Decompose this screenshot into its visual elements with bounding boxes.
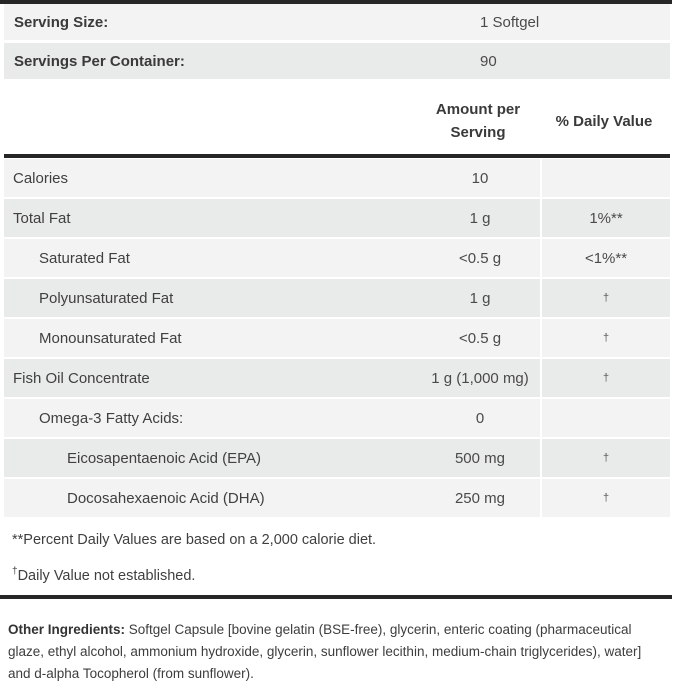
row-amount: 1 g	[375, 279, 540, 317]
row-name: Calories	[4, 159, 375, 197]
daily-value-header: % Daily Value	[555, 113, 653, 130]
servings-per-container-value: 90	[480, 52, 497, 70]
row-daily-value: 1%**	[542, 199, 670, 237]
row-name: Docosahexaenoic Acid (DHA)	[4, 479, 375, 517]
row-amount: 0	[375, 399, 540, 437]
row-amount: 500 mg	[375, 439, 540, 477]
row-daily-value: †	[542, 279, 670, 317]
table-row-dha	[4, 479, 670, 517]
row-daily-value: †	[542, 439, 670, 477]
serving-size-label: Serving Size:	[14, 13, 109, 31]
footnote-marker: **	[12, 532, 24, 548]
servings-per-container-row	[4, 43, 670, 79]
row-name: Polyunsaturated Fat	[4, 279, 375, 317]
bottom-divider-bar	[0, 595, 672, 599]
row-amount: 1 g	[375, 199, 540, 237]
table-row-epa	[4, 439, 670, 477]
other-ingredients-paragraph	[0, 619, 676, 685]
row-name: Omega-3 Fatty Acids:	[4, 399, 375, 437]
table-row-total-fat	[4, 199, 670, 237]
footnote-text: Daily Value not established.	[17, 567, 196, 584]
row-amount: <0.5 g	[375, 239, 540, 277]
row-daily-value	[542, 399, 670, 437]
table-header	[4, 79, 670, 158]
serving-size-row	[4, 4, 670, 40]
other-ingredients-text: Softgel Capsule [bovine gelatin (BSE-free), glycerin, enteric coating (pharmaceutical glaze, ethyl alcohol, ammonium hydroxide, glycerin, sunflower lecithin, medium-chain triglycerides), water] and d-alpha Tocopherol (from sunflower).	[8, 621, 642, 681]
amount-per-serving-header: Amount per Serving	[435, 101, 521, 141]
table-row-omega3-fatty-acids	[4, 399, 670, 437]
row-name: Saturated Fat	[4, 239, 375, 277]
row-amount: <0.5 g	[375, 319, 540, 357]
row-name: Monounsaturated Fat	[4, 319, 375, 357]
row-daily-value: <1%**	[542, 239, 670, 277]
table-row-polyunsaturated-fat	[4, 279, 670, 317]
serving-size-value: 1 Softgel	[480, 13, 540, 31]
row-name: Total Fat	[4, 199, 375, 237]
row-amount: 10	[375, 159, 540, 197]
footnote-text: Percent Daily Values are based on a 2,000 calorie diet.	[23, 532, 377, 548]
row-name: Eicosapentaenoic Acid (EPA)	[4, 439, 375, 477]
table-row-saturated-fat	[4, 239, 670, 277]
table-row-calories	[4, 159, 670, 197]
nutrition-table	[4, 159, 670, 517]
row-daily-value	[542, 159, 670, 197]
other-ingredients-label: Other Ingredients:	[8, 621, 126, 637]
row-amount: 250 mg	[375, 479, 540, 517]
row-name: Fish Oil Concentrate	[4, 359, 375, 397]
row-amount: 1 g (1,000 mg)	[375, 359, 540, 397]
row-daily-value: †	[542, 359, 670, 397]
daily-value-footnote	[0, 532, 676, 548]
table-row-fish-oil-concentrate	[4, 359, 670, 397]
dagger-footnote	[0, 566, 676, 584]
row-daily-value: †	[542, 319, 670, 357]
servings-per-container-label: Servings Per Container:	[14, 52, 185, 70]
footnote-marker: †	[12, 566, 18, 577]
table-row-monounsaturated-fat	[4, 319, 670, 357]
row-daily-value: †	[542, 479, 670, 517]
